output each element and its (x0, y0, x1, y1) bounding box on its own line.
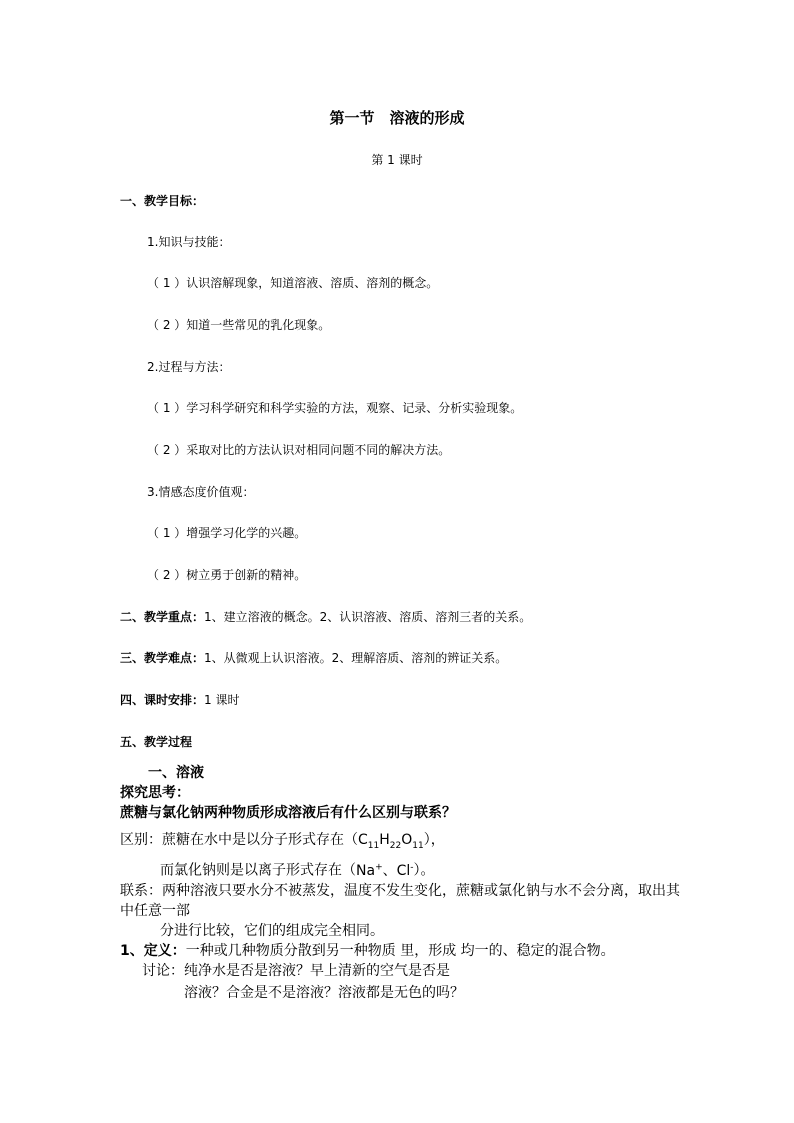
connection-line-3: 分进行比较，它们的组成完全相同。 (160, 923, 384, 939)
difficulties (120, 650, 507, 666)
page-title: 第一节 溶液的形成 (329, 109, 465, 127)
difference-line-1 (120, 831, 445, 855)
section-heading: 一、溶液 (148, 765, 204, 781)
explore-label: 探究思考： (120, 785, 190, 801)
key-points-heading: 二、教学重点： (120, 610, 205, 624)
knowledge-item-2: （ 2 ）知道一些常见的乳化现象。 (147, 318, 331, 332)
emotion-item-1: （ 1 ）增强学习化学的兴趣。 (147, 526, 307, 540)
key-points-text: 1、建立溶液的概念。2、认识溶液、溶质、溶剂三者的关系。 (204, 610, 532, 624)
knowledge-item-1: （ 1 ）认识溶解现象，知道溶液、溶质、溶剂的概念。 (147, 276, 439, 290)
difference-line2-prefix: 而氯化钠则是以离子形式存在（ (160, 862, 356, 879)
explore-question: 蔗糖与氯化钠两种物质形成溶液后有什么区别与联系？ (120, 805, 456, 821)
process-method-item-2: （ 2 ）采取对比的方法认识对相同问题不同的解决方法。 (147, 443, 451, 457)
definition-text: 一种或几种物质分散到另一种物质 里，形成 均一的、稳定的混合物。 (185, 943, 615, 959)
connection-line-1: 联系：两种溶液只要水分不被蒸发，温度不发生变化，蔗糖或氯化钠与水不会分离，取出其 (120, 883, 680, 899)
process-method-label: 2.过程与方法： (147, 360, 231, 374)
page-subtitle: 第 1 课时 (371, 153, 423, 167)
difference-line-2 (160, 858, 435, 880)
sucrose-formula: $C_{11}H_{22}O_{11}$ (358, 832, 424, 851)
difference-suffix: ）， (423, 832, 445, 848)
discussion-line-2: 溶液？合金是不是溶液？溶液都是无色的吗？ (184, 985, 464, 1001)
difference-line2-suffix: ）。 (413, 862, 435, 879)
emotion-item-2: （ 2 ）树立勇于创新的精神。 (147, 568, 307, 582)
key-points (120, 609, 531, 625)
process-method-item-1: （ 1 ）学习科学研究和科学实验的方法，观察、记录、分析实验现象。 (147, 401, 523, 415)
connection-line-2: 中任意一部 (120, 903, 190, 919)
difficulties-heading: 三、教学难点： (120, 651, 205, 665)
emotion-label: 3.情感态度价值观： (147, 485, 255, 499)
knowledge-label: 1.知识与技能： (147, 235, 231, 249)
difficulties-text: 1、从微观上认识溶液。2、理解溶质、溶剂的辨证关系。 (204, 651, 508, 665)
schedule (120, 692, 239, 708)
discussion-line-1: 讨论：纯净水是否是溶液？早上清新的空气是否是 (142, 963, 450, 979)
process-heading: 五、教学过程 (120, 735, 193, 749)
ion-formulas: Na+、Cl- (356, 862, 414, 879)
schedule-text: 1 课时 (204, 693, 240, 707)
schedule-heading: 四、课时安排： (120, 693, 205, 707)
difference-prefix: 区别：蔗糖在水中是以分子形式存在（ (120, 832, 358, 848)
definition-label: 1、定义： (120, 943, 186, 959)
objectives-heading: 一、教学目标： (120, 194, 205, 208)
definition (120, 942, 615, 960)
